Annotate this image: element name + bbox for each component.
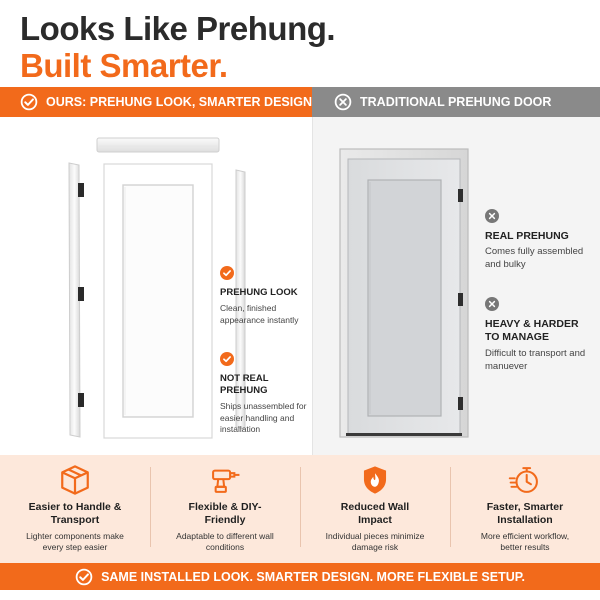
traditional-header-label: TRADITIONAL PREHUNG DOOR <box>360 95 552 109</box>
benefits-band <box>0 455 600 563</box>
benefit-flexible-diy <box>150 455 300 563</box>
ours-feature-2 <box>220 352 310 436</box>
benefit-title: Easier to Handle & Transport <box>28 501 122 526</box>
prehung-door-image <box>313 117 600 455</box>
x-circle-icon <box>485 297 499 311</box>
feature-description: Comes fully assembled and bulky <box>485 246 584 270</box>
footer-banner <box>0 563 600 590</box>
traditional-header <box>312 87 600 117</box>
benefit-title: Reduced Wall Impact <box>340 501 410 526</box>
benefit-reduced-wall-impact <box>300 455 450 563</box>
check-circle-icon <box>20 93 38 111</box>
benefit-description: Individual pieces minimize damage risk <box>325 531 425 552</box>
x-circle-icon <box>334 93 352 111</box>
headline <box>20 10 335 84</box>
headline-line-1: Looks Like Prehung. <box>20 10 336 47</box>
benefit-description: More efficient workflow, better results <box>480 531 570 552</box>
comparison-header <box>0 87 600 117</box>
feature-description: Ships unassembled for easier handling and installation <box>220 401 307 434</box>
ours-header-label: OURS: PREHUNG LOOK, SMARTER DESIGN <box>46 95 312 109</box>
benefit-description: Lighter components make every step easier <box>26 531 124 552</box>
benefit-handle-transport <box>0 455 150 563</box>
benefit-description: Adaptable to different wall conditions <box>176 531 274 552</box>
check-circle-icon <box>75 568 93 586</box>
shield-flame-icon <box>358 463 392 497</box>
benefit-title: Flexible & DIY-Friendly <box>188 501 262 526</box>
feature-title: PREHUNG LOOK <box>220 287 298 298</box>
ours-header <box>0 87 312 117</box>
benefit-title: Faster, Smarter Installation <box>486 501 564 526</box>
feature-title: NOT REAL PREHUNG <box>220 373 269 396</box>
feature-title: HEAVY & HARDER TO MANAGE <box>485 318 579 343</box>
stopwatch-icon <box>508 463 542 497</box>
check-circle-icon <box>220 352 234 366</box>
feature-description: Clean, finished appearance instantly <box>220 303 299 325</box>
traditional-feature-2 <box>485 297 595 373</box>
feature-title: REAL PREHUNG <box>485 230 569 242</box>
box-icon <box>58 463 92 497</box>
headline-line-2: Built Smarter. <box>20 47 228 84</box>
ours-panel <box>0 117 312 455</box>
ours-feature-1 <box>220 266 310 326</box>
traditional-feature-1 <box>485 209 595 271</box>
x-circle-icon <box>485 209 499 223</box>
benefit-faster-installation <box>450 455 600 563</box>
drill-icon <box>208 463 242 497</box>
footer-text: SAME INSTALLED LOOK. SMARTER DESIGN. MORE FLEXIBLE SETUP. <box>101 569 525 584</box>
check-circle-icon <box>220 266 234 280</box>
feature-description: Difficult to transport and manuever <box>485 348 586 372</box>
traditional-panel <box>313 117 600 455</box>
